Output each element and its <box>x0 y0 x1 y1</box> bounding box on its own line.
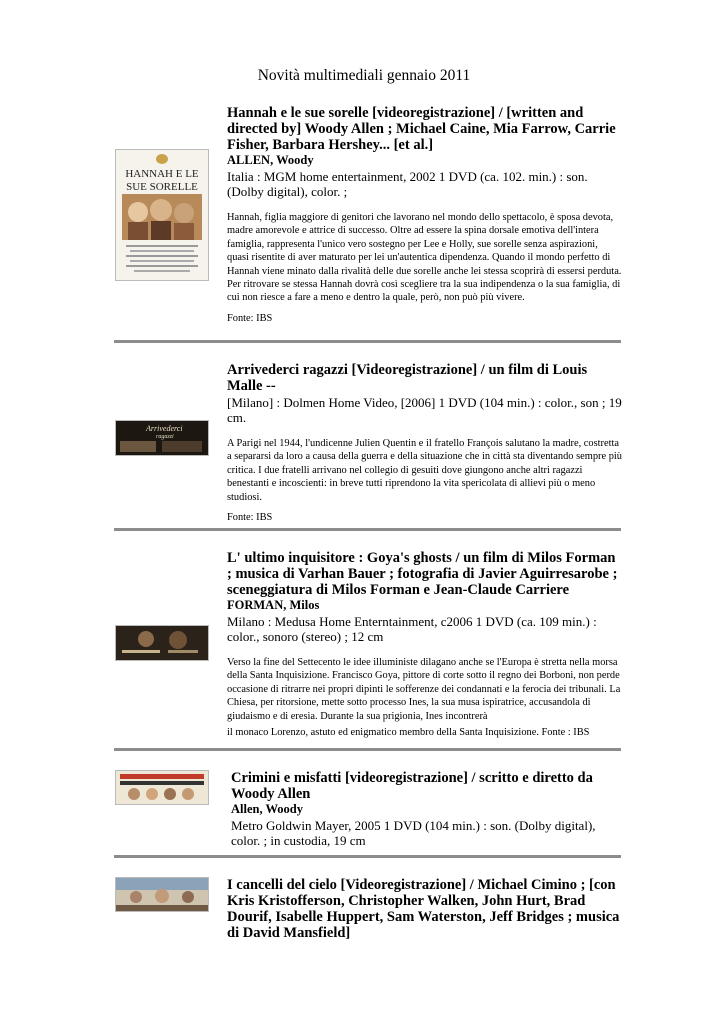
entry-publication: [Milano] : Dolmen Home Video, [2006] 1 DVD (104 min.) : color., son ; 19 cm. <box>227 395 622 425</box>
entry-description: Verso la fine del Settecento le idee illuministe dilagano anche se l'Europa è stretta nella morsa della Santa Inquisizione. Francisco Goya, pittore di corte sotto il regno dei Borboni, non perde occasione di ritrarre nei propri dipinti le sofferenze dei condannati e la ferocia dei tribunali. La Chiesa, per ritorsione, mette sotto processo Ines, la sua musa ispiratrice, accusandola di giudaismo e di eresia. Durante la sua prigionia, Ines incontrerà <box>227 657 621 722</box>
entry-divider <box>114 855 621 858</box>
entry-heading: L' ultimo inquisitore : Goya's ghosts / un film di Milos Forman ; musica di Varhan Bauer ; fotografia di Javier Aguirresarobe ; sceneggiatura di Milos Forman e Jean-Claude Carriere <box>227 550 618 598</box>
entry-description-last-line: il monaco Lorenzo, astuto ed enigmatico membro della Santa Inquisizione. <box>227 727 539 739</box>
entry-divider <box>114 748 621 751</box>
cover-title-line-2: ragazzi <box>156 434 174 440</box>
entry-publication: Italia : MGM home entertainment, 2002 1 DVD (ca. 102. min.) : son. (Dolby digital), color. ; <box>227 169 588 199</box>
dvd-cover-image <box>115 420 209 456</box>
entry-description: Hannah, figlia maggiore di genitori che lavorano nel mondo dello spettacolo, è sposa devota, madre amorevole e attrice di successo. Oltre ad essere la spina dorsale emotiva dell'intera famiglia, rappresenta l'unico vero sostegno per Lee e Holly, sue sorelle senza aspirazioni, quasi risentite di aver maturato per lei un'autentica dipendenza. Quando il mondo perfetto di Hannah viene minato dalla rivalità delle due sorelle anche lei stessa scoprirà di essersi perduta. Per ritrovare se stessa Hannah dovrà così scegliere tra la sua indipendenza o la sua famiglia, di cui non riesce a fare a meno e dentro la quale, però, non può più vivere. <box>227 212 622 304</box>
entry-publication: Metro Goldwin Mayer, 2005 1 DVD (104 min.) : son. (Dolby digital), color. ; in custodia, 19 cm <box>231 818 596 848</box>
catalog-entry <box>115 877 622 947</box>
page-title: Novità multimediali gennaio 2011 <box>257 67 471 84</box>
entry-divider <box>114 528 621 531</box>
dvd-cover-image <box>115 770 209 805</box>
entry-author: ALLEN, Woody <box>227 153 314 167</box>
entry-divider <box>114 340 621 343</box>
cover-title-line-2: SUE SORELLE <box>126 181 198 193</box>
catalog-entry <box>115 105 622 335</box>
entry-author: FORMAN, Milos <box>227 598 320 612</box>
dvd-cover-image <box>115 625 209 661</box>
entry-author: Allen, Woody <box>231 802 304 816</box>
dvd-cover-image <box>115 149 209 281</box>
cover-title-line-1: HANNAH E LE <box>125 168 199 180</box>
entry-source: Fonte : IBS <box>541 727 590 739</box>
entry-description: A Parigi nel 1944, l'undicenne Julien Quentin e il fratello François salutano la madre, costretta a separarsi da loro a causa della guerra e della situazione che in città sta diventando sempre più critica. I due fratelli arrivano nel collegio di gesuiti dove giungono anche altri ragazzi benestanti e incoscienti: in breve tutti riprendono la vita spericolata di allievi più o meno studiosi. <box>227 438 622 503</box>
entry-heading: Arrivederci ragazzi [Videoregistrazione] / un film di Louis Malle -- <box>227 362 588 394</box>
catalog-entry <box>115 770 622 850</box>
entry-publication: Milano : Medusa Home Enterntainment, c2006 1 DVD (ca. 109 min.) : color., sonoro (stereo) ; 12 cm <box>227 614 597 644</box>
cover-title-line-1: Arrivederci <box>146 424 183 433</box>
entry-heading: Crimini e misfatti [videoregistrazione] / scritto e diretto da Woody Allen <box>231 770 593 802</box>
entry-heading: I cancelli del cielo [Videoregistrazione] / Michael Cimino ; [con Kris Kristofferson, Christopher Walken, John Hurt, Brad Dourif, Isabelle Huppert, Sam Waterston, Jeff Bridges ; musica di David Mansfield] <box>227 877 620 941</box>
dvd-cover-image <box>115 877 209 912</box>
catalog-entry <box>115 362 622 522</box>
entry-heading: Hannah e le sue sorelle [videoregistrazione] / [written and directed by] Woody Allen ; Michael Caine, Mia Farrow, Carrie Fisher, Barbara Hershey... [et al.] <box>227 105 616 153</box>
entry-description-end <box>227 726 622 739</box>
entry-source: Fonte: IBS <box>227 312 273 324</box>
catalog-entry <box>115 550 622 740</box>
entry-source: Fonte: IBS <box>227 512 273 524</box>
